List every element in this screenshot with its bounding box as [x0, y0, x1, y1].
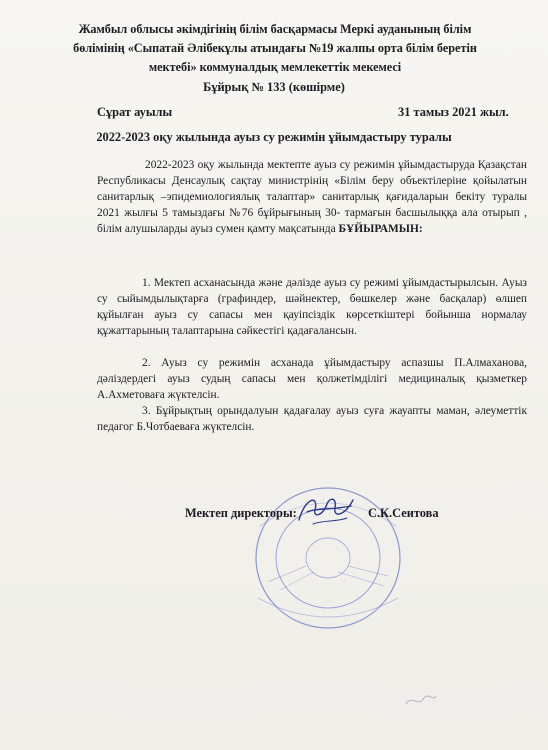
order-item-1-text: 1. Мектеп асханасында және дәлізде ауыз су режимі ұйымдастырылсын. Ауыз су сыйымдылықтарға (графиндер, шәйнектер, бөшкелер және басқалар) өлшеп құйылған ауыз су сапасы мен қауіпсіздік көрсеткіштері бойынша нормалау құжаттарының талаптарына сәйкестігі қадағалансын.	[97, 277, 527, 337]
order-date: 31 тамыз 2021 жыл.	[398, 105, 509, 119]
order-item-3	[97, 404, 527, 436]
scribble-mark-icon	[404, 690, 438, 710]
header-line-1: Жамбыл облысы әкімдігінің білім басқармасы Меркі ауданының білім	[78, 22, 472, 36]
order-title: Бұйрық № 133 (көшірме)	[203, 80, 345, 94]
header-line-3: мектебі» коммуналдық мемлекеттік мекемесі	[148, 60, 402, 74]
order-place: Сұрат ауылы	[97, 105, 173, 119]
order-subject: 2022-2023 оқу жылында ауыз су режимін ұйымдастыру туралы	[96, 130, 452, 144]
header-line-2: бөлімінің «Сыпатай Әлібекұлы атындағы №19 жалпы орта білім беретін	[73, 41, 477, 55]
order-item-1	[97, 276, 527, 340]
director-name: С.К.Сеитова	[368, 506, 439, 520]
organization-header	[60, 20, 490, 77]
order-item-2	[97, 356, 527, 404]
order-keyword: БҰЙЫРАМЫН:	[338, 222, 423, 235]
signature-block	[185, 506, 485, 546]
intro-text: 2022-2023 оқу жылында мектепте ауыз су режимін ұйымдастыруда Қазақстан Республикасы Денсаулық сақтау министрінің «Білім беру объектілеріне қойылатын санитарлық –эпидемиологиялық талаптар» санитарлық қағидаларын бекіту туралы 2021 жылғы 5 тамыздағы №76 бұйрығының 30- тармағын басшылыққа ала отырып , білім алушыларды ауыз сумен қамту мақсатында	[97, 159, 527, 235]
director-label: Мектеп директоры:	[185, 506, 297, 520]
order-item-2-text: 2. Ауыз су режимін асханада ұйымдастыру аспазшы П.Алмаханова, дәліздердегі ауыз судың сапасы мен қолжетімділігі медициналық қызметкер А.Ахметоваға жүктелсін.	[97, 357, 527, 401]
handwritten-signature-icon	[293, 490, 363, 530]
intro-paragraph	[97, 158, 527, 238]
order-item-3-text: 3. Бұйрықтың орындалуын қадағалау ауыз суға жауапты маман, әлеуметтік педагог Б.Чотбаеваға жүктелсін.	[97, 405, 527, 433]
